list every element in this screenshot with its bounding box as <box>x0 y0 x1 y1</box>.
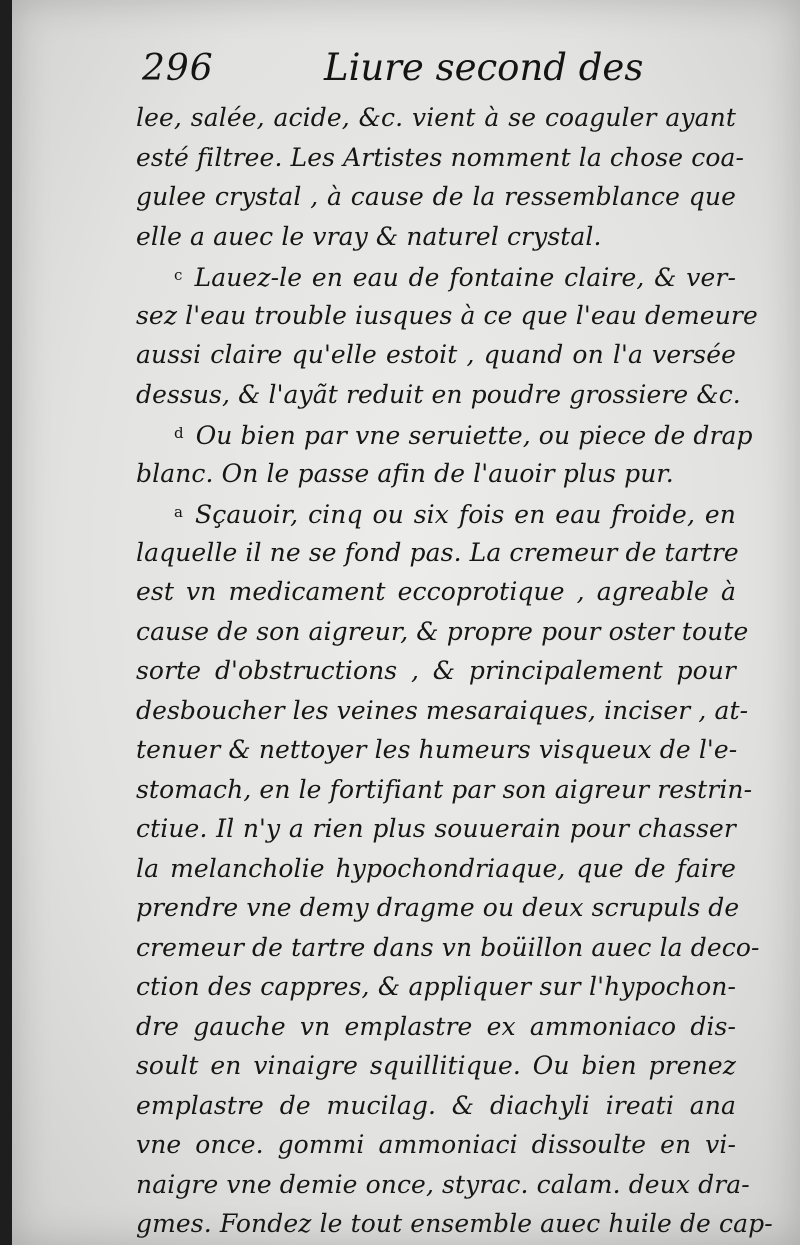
book-page <box>12 0 800 1245</box>
text-line: soult en vinaigre squillitique. Ou bien prenez <box>136 1051 736 1080</box>
text-line: Sçauoir, cinq ou six fois en eau froide, en <box>195 500 736 529</box>
text-line: gmes. Fondez le tout ensemble auec huile de cap- <box>136 1209 773 1238</box>
text-line: naigre vne demie once, styrac. calam. deux dra- <box>136 1169 750 1199</box>
text-line: tenuer & nettoyer les humeurs visqueux de l'e- <box>136 735 738 764</box>
text-line: ctiue. Il n'y a rien plus souuerain pour chasser <box>136 814 736 843</box>
text-line: aussi claire qu'elle estoit , quand on l'a versée <box>136 340 736 369</box>
text-line: elle a auec le vray & naturel crystal. <box>136 221 602 251</box>
text-line: dessus, & l'ayãt reduit en poudre grossiere &c. <box>136 379 741 409</box>
running-title: Liure second des <box>324 46 644 89</box>
text-line: Ou bien par vne seruiette, ou piece de drap <box>195 421 753 450</box>
text-line: stomach, en le fortifiant par son aigreur restrin- <box>136 774 753 804</box>
text-line: sez l'eau trouble iusques à ce que l'eau demeure <box>136 300 758 330</box>
text-line: desboucher les veines mesaraiques, inciser , at- <box>136 695 749 725</box>
text-line: cremeur de tartre dans vn boüillon auec la deco- <box>136 932 760 962</box>
text-line: cause de son aigreur, & propre pour oster toute <box>136 616 749 646</box>
note-mark-d: d <box>174 424 184 442</box>
text-line: dre gauche vn emplastre ex ammoniaco dis- <box>136 1011 736 1041</box>
text-line: prendre vne demy dragme ou deux scrupuls de <box>136 893 740 922</box>
page-number: 296 <box>142 48 214 89</box>
body-text <box>136 98 773 1244</box>
note-line <box>136 414 753 454</box>
page-header <box>142 42 742 92</box>
text-line: vne once. gommi ammoniaci dissoulte en vi- <box>136 1130 736 1159</box>
text-line: esté filtree. Les Artistes nomment la chose coa- <box>136 142 745 172</box>
note-mark-a: a <box>174 503 184 521</box>
note-line <box>136 256 736 296</box>
text-line: sorte d'obstructions , & principalement pour <box>136 656 736 685</box>
text-line: Lauez-le en eau de fontaine claire, & ver- <box>194 263 736 292</box>
note-mark-c: c <box>174 266 183 284</box>
text-line: laquelle il ne se fond pas. La cremeur de tartre <box>136 537 739 567</box>
text-line: emplastre de mucilag. & diachyli ireati ana <box>136 1090 736 1120</box>
text-line: blanc. On le passe afin de l'auoir plus pur. <box>136 458 674 488</box>
text-line: est vn medicament eccoprotique , agreable à <box>136 577 736 606</box>
text-line: gulee crystal , à cause de la ressemblance que <box>136 182 736 211</box>
text-line: ction des cappres, & appliquer sur l'hypochon- <box>136 972 736 1001</box>
text-line: la melancholie hypochondriaque, que de faire <box>136 853 736 883</box>
note-line <box>136 493 736 533</box>
text-line: lee, salée, acide, &c. vient à se coaguler ayant <box>136 103 736 132</box>
